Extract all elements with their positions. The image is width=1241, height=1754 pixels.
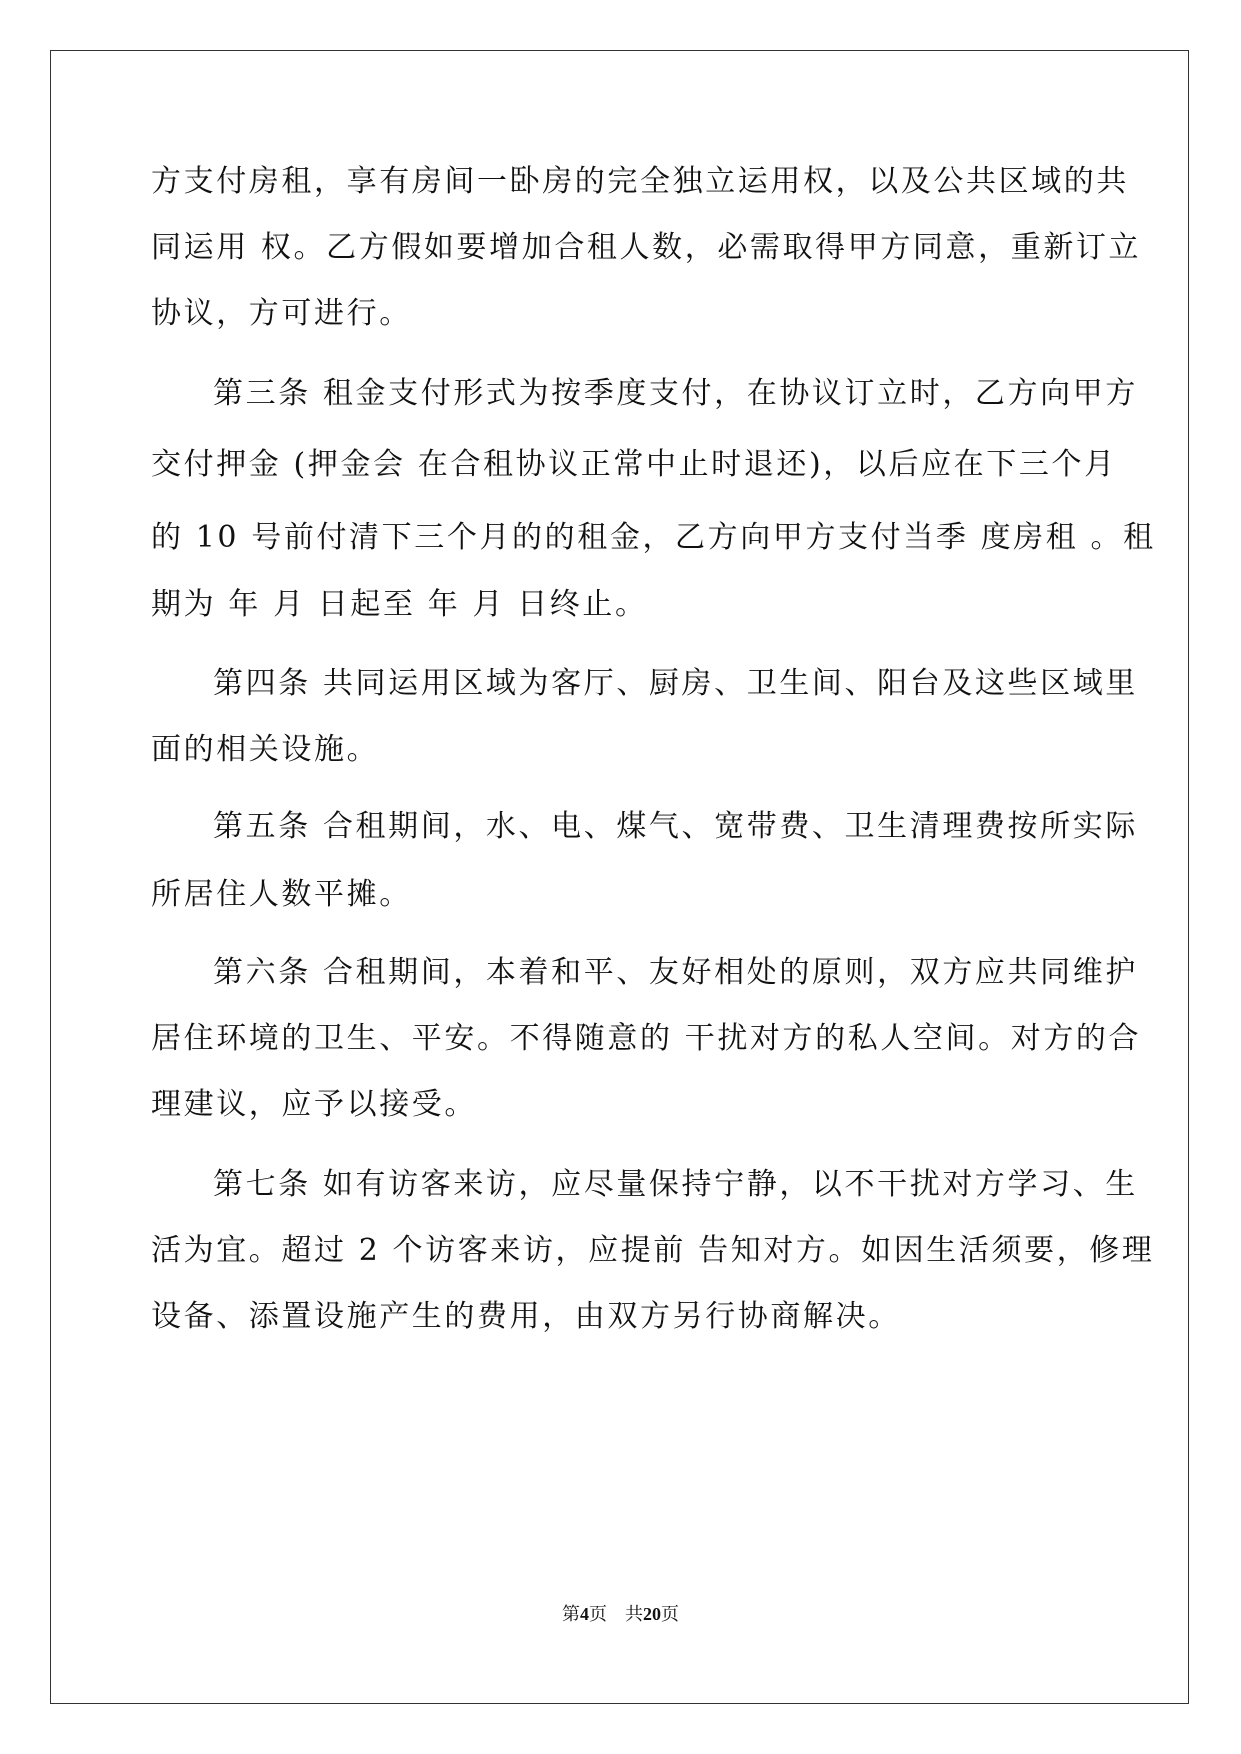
paragraph-article-6: 第六条 合租期间，本着和平、友好相处的原则，双方应共同维护 <box>213 955 1138 990</box>
paragraph-article-4: 第四条 共同运用区域为客厅、厨房、卫生间、阳台及这些区域里 <box>213 666 1138 701</box>
footer-page-current: 4 <box>580 1604 589 1624</box>
footer-total-suffix: 页 <box>661 1604 679 1625</box>
page-footer <box>0 1602 1241 1627</box>
footer-total-prefix: 共 <box>625 1604 643 1625</box>
paragraph-article-5: 第五条 合租期间，水、电、煤气、宽带费、卫生清理费按所实际 <box>213 809 1138 844</box>
text-line: 期为 年 月 日起至 年 月 日终止。 <box>151 587 648 622</box>
text-line: 协议，方可进行。 <box>151 296 412 331</box>
text-line: 设备、添置设施产生的费用，由双方另行协商解决。 <box>151 1299 901 1334</box>
text-line: 方支付房租，享有房间一卧房的完全独立运用权，以及公共区域的共 <box>151 164 1129 199</box>
footer-page-suffix: 页 <box>589 1604 607 1625</box>
footer-page-prefix: 第 <box>562 1604 580 1625</box>
paragraph-article-3: 第三条 租金支付形式为按季度支付，在协议订立时，乙方向甲方 <box>213 376 1138 411</box>
text-line: 活为宜。超过 2 个访客来访，应提前 告知对方。如因生活须要，修理 <box>151 1233 1155 1268</box>
text-line: 面的相关设施。 <box>151 732 380 767</box>
text-line: 居住环境的卫生、平安。不得随意的 干扰对方的私人空间。对方的合 <box>151 1021 1142 1056</box>
text-line: 的 10 号前付清下三个月的的租金，乙方向甲方支付当季 度房租 。租 <box>151 520 1156 555</box>
text-line: 所居住人数平摊。 <box>151 877 412 912</box>
footer-page-total: 20 <box>643 1604 661 1624</box>
paragraph-article-7: 第七条 如有访客来访，应尽量保持宁静，以不干扰对方学习、生 <box>213 1167 1138 1202</box>
text-line: 交付押金 (押金会 在合租协议正常中止时退还)，以后应在下三个月 <box>151 447 1117 482</box>
text-line: 理建议，应予以接受。 <box>151 1087 477 1122</box>
text-line: 同运用 权。乙方假如要增加合租人数，必需取得甲方同意，重新订立 <box>151 230 1142 265</box>
